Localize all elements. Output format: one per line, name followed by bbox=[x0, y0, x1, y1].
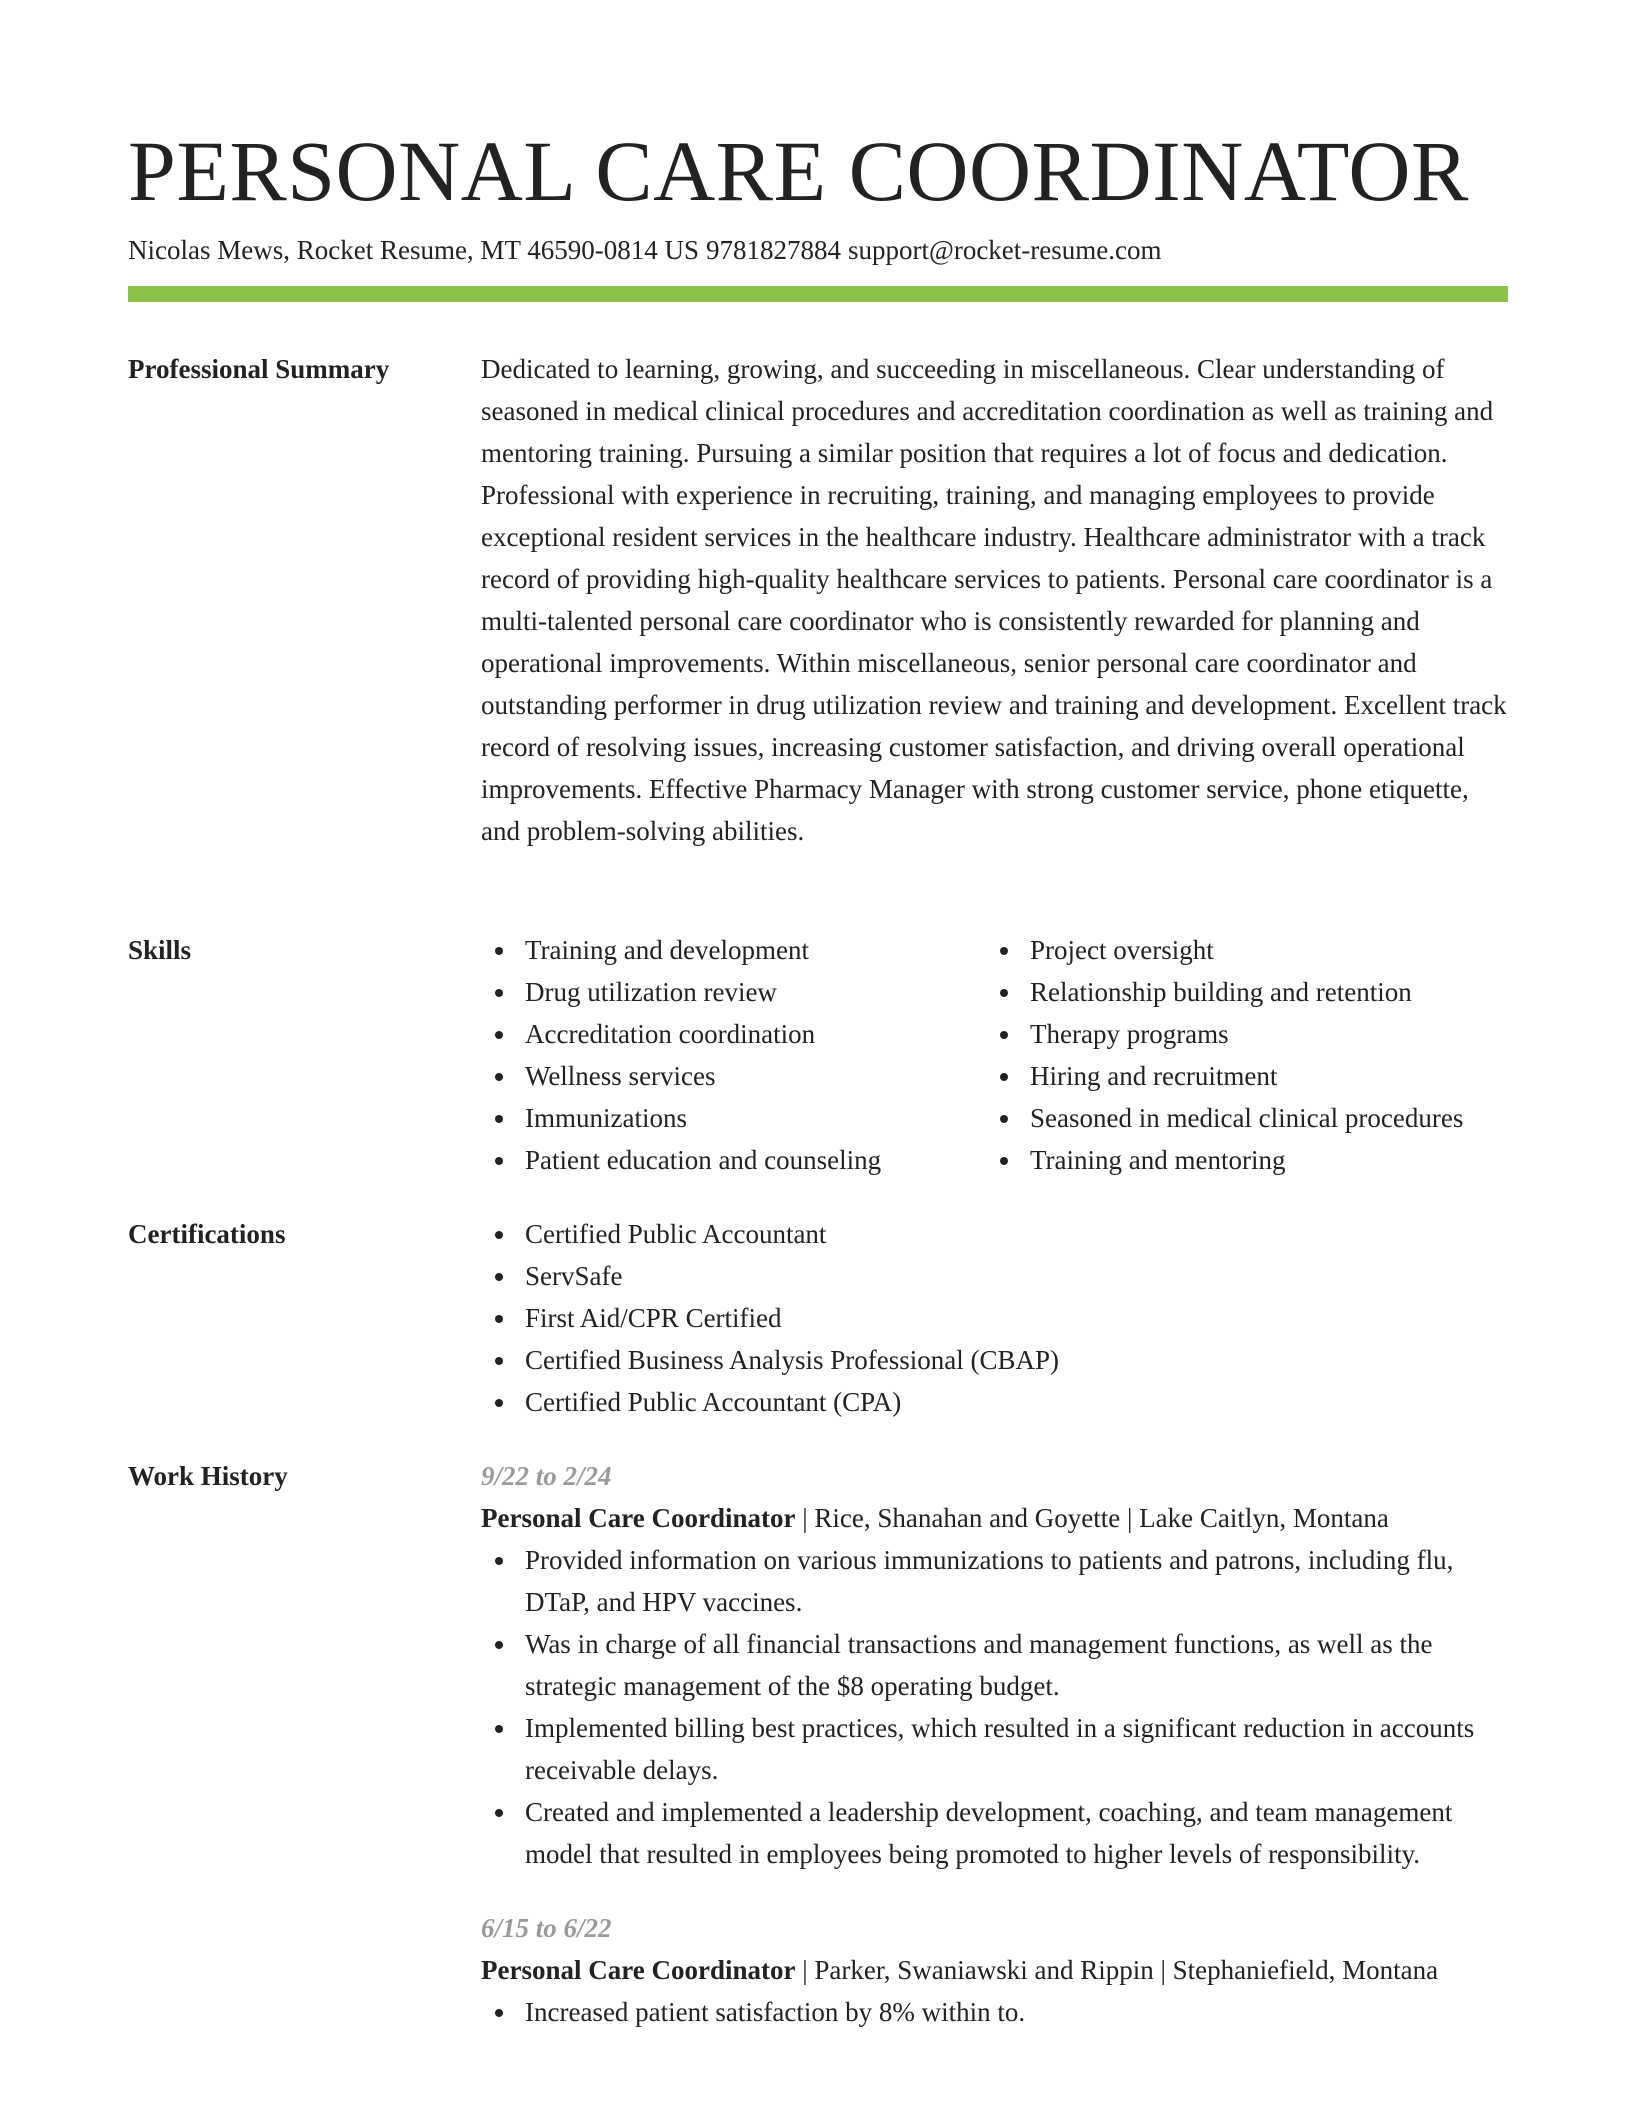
skill-item: Seasoned in medical clinical procedures bbox=[986, 1097, 1508, 1139]
job-bullet: Created and implemented a leadership development, coaching, and team management model that resulted in employees being promoted to higher levels of responsibility. bbox=[481, 1791, 1508, 1875]
job-details: | Rice, Shanahan and Goyette | Lake Caitlyn, Montana bbox=[795, 1503, 1389, 1533]
contact-address: Nicolas Mews, Rocket Resume, MT 46590-0814 US bbox=[128, 235, 699, 265]
certifications-list bbox=[481, 1213, 1508, 1423]
job-dates: 6/15 to 6/22 bbox=[481, 1913, 612, 1943]
job-header bbox=[481, 1497, 1508, 1539]
certifications-body bbox=[481, 1213, 1508, 1423]
job-entry bbox=[481, 1907, 1508, 2033]
certification-item: ServSafe bbox=[481, 1255, 1508, 1297]
job-bullets bbox=[481, 1991, 1508, 2033]
work-history-body bbox=[481, 1455, 1508, 2033]
skill-item: Training and development bbox=[481, 929, 986, 971]
skills-body bbox=[481, 929, 1508, 1181]
certification-item: Certified Business Analysis Professional (CBAP) bbox=[481, 1339, 1508, 1381]
work-history-heading: Work History bbox=[128, 1461, 288, 1491]
skill-item: Accreditation coordination bbox=[481, 1013, 986, 1055]
skills-list-right bbox=[986, 929, 1508, 1181]
resume-title: PERSONAL CARE COORDINATOR bbox=[128, 123, 1469, 219]
certifications-heading: Certifications bbox=[128, 1219, 286, 1249]
job-bullet: Increased patient satisfaction by 8% within to. bbox=[481, 1991, 1508, 2033]
skill-item: Hiring and recruitment bbox=[986, 1055, 1508, 1097]
summary-heading: Professional Summary bbox=[128, 354, 390, 384]
job-bullet: Implemented billing best practices, which resulted in a significant reduction in accounts receivable delays. bbox=[481, 1707, 1508, 1791]
skill-item: Therapy programs bbox=[986, 1013, 1508, 1055]
skill-item: Relationship building and retention bbox=[986, 971, 1508, 1013]
job-title: Personal Care Coordinator bbox=[481, 1955, 796, 1985]
skill-item: Patient education and counseling bbox=[481, 1139, 986, 1181]
contact-line bbox=[128, 232, 1162, 268]
skills-heading: Skills bbox=[128, 935, 192, 965]
job-bullets bbox=[481, 1539, 1508, 1875]
job-entry bbox=[481, 1455, 1508, 1875]
skills-columns bbox=[481, 929, 1508, 1181]
job-bullet: Provided information on various immunizations to patients and patrons, including flu, DTaP, and HPV vaccines. bbox=[481, 1539, 1508, 1623]
certification-item: First Aid/CPR Certified bbox=[481, 1297, 1508, 1339]
skill-item: Training and mentoring bbox=[986, 1139, 1508, 1181]
summary-body bbox=[481, 348, 1508, 852]
job-header bbox=[481, 1949, 1508, 1991]
skills-list-left bbox=[481, 929, 986, 1181]
summary-text: Dedicated to learning, growing, and succeeding in miscellaneous. Clear understanding of seasoned in medical clinical procedures and accreditation coordination as well as training and mentoring training. Pursuing a similar position that requires a lot of focus and dedication. Professional with experience in recruiting, training, and managing employees to provide exceptional resident services in the healthcare industry. Healthcare administrator with a track record of providing high-quality healthcare services to patients. Personal care coordinator is a multi-talented personal care coordinator who is consistently rewarded for planning and operational improvements. Within miscellaneous, senior personal care coordinator and outstanding performer in drug utilization review and training and development. Excellent track record of resolving issues, increasing customer satisfaction, and driving overall operational improvements. Effective Pharmacy Manager with strong customer service, phone etiquette, and problem-solving abilities. bbox=[481, 354, 1507, 846]
contact-email: support@rocket-resume.com bbox=[847, 235, 1162, 265]
job-dates: 9/22 to 2/24 bbox=[481, 1461, 612, 1491]
contact-phone: 9781827884 bbox=[705, 235, 841, 265]
skill-item: Drug utilization review bbox=[481, 971, 986, 1013]
skill-item: Wellness services bbox=[481, 1055, 986, 1097]
job-title: Personal Care Coordinator bbox=[481, 1503, 796, 1533]
job-details: | Parker, Swaniawski and Rippin | Stephaniefield, Montana bbox=[795, 1955, 1439, 1985]
skill-item: Project oversight bbox=[986, 929, 1508, 971]
header-divider bbox=[128, 286, 1508, 302]
job-bullet: Was in charge of all financial transactions and management functions, as well as the strategic management of the $8 operating budget. bbox=[481, 1623, 1508, 1707]
certification-item: Certified Public Accountant (CPA) bbox=[481, 1381, 1508, 1423]
certification-item: Certified Public Accountant bbox=[481, 1213, 1508, 1255]
skill-item: Immunizations bbox=[481, 1097, 986, 1139]
